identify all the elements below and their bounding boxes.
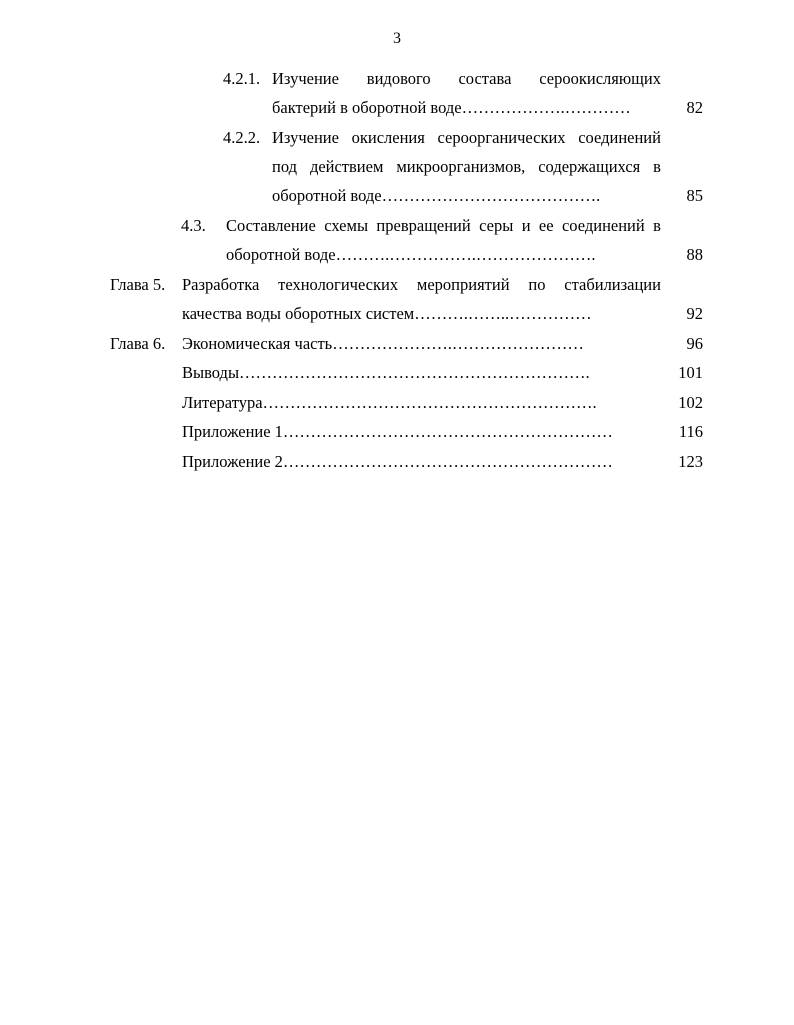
toc-title-line: Приложение 2…………………………………………………… [182, 452, 613, 471]
toc-title-line: Приложение 1…………………………………………………… [182, 422, 613, 441]
toc-page-number: 82 [686, 98, 703, 117]
toc-word: сероокисляющих [539, 69, 661, 88]
toc-word: Составление [226, 216, 316, 235]
toc-page-number: 96 [686, 334, 703, 353]
toc-word: под [272, 157, 297, 176]
toc-word: состава [458, 69, 512, 88]
toc-title-line [226, 216, 661, 236]
toc-word: стабилизации [564, 275, 661, 294]
toc-word: в [653, 216, 661, 235]
toc-number: Глава 5. [110, 275, 166, 294]
toc-number: 4.2.1. [223, 69, 261, 88]
toc-title-line: Экономическая часть………………….…………………… [182, 334, 584, 353]
toc-page-number: 116 [678, 422, 703, 441]
toc-word: окисления [351, 128, 425, 147]
toc-title-line: Литература……………………………………………………. [182, 393, 597, 412]
toc-word: соединений [578, 128, 661, 147]
toc-title-line: качества воды оборотных систем……….……..…………… [182, 304, 592, 323]
toc-number: Глава 6. [110, 334, 166, 353]
toc-word: в [653, 157, 661, 176]
toc-word: Разработка [182, 275, 260, 294]
toc-title-line: бактерий в оборотной воде……………….………… [272, 98, 631, 117]
toc-page-number: 85 [686, 186, 703, 205]
toc-word: содержащихся [538, 157, 641, 176]
toc-word: по [528, 275, 546, 294]
page-number: 3 [393, 30, 401, 47]
toc-page-number: 88 [686, 245, 703, 264]
toc-word: сероорганических [437, 128, 566, 147]
toc-title-line [182, 275, 661, 295]
toc-word: действием [309, 157, 384, 176]
toc-title-line [272, 69, 661, 89]
toc-page-number: 123 [678, 452, 703, 471]
toc-word: схемы [324, 216, 369, 235]
toc-word: серы [479, 216, 514, 235]
toc-page-number: 92 [686, 304, 703, 323]
toc-number: 4.2.2. [223, 128, 261, 147]
toc-word: Изучение [272, 128, 339, 147]
toc-number: 4.3. [181, 216, 206, 235]
toc-title-line: Выводы………………………………………………………. [182, 363, 590, 382]
toc-title-line [272, 128, 661, 148]
toc-title-line [272, 157, 661, 177]
toc-word: Изучение [272, 69, 339, 88]
toc-word: технологических [278, 275, 399, 294]
toc-word: и [521, 216, 531, 235]
toc-page-number: 102 [678, 393, 703, 412]
toc-page-number: 101 [678, 363, 703, 382]
toc-title-line: оборотной воде…………………………………. [272, 186, 601, 205]
toc-word: ее [538, 216, 554, 235]
toc-word: превращений [376, 216, 471, 235]
toc-title-line: оборотной воде……….…………….…………………. [226, 245, 596, 264]
toc-word: микроорганизмов, [396, 157, 526, 176]
toc-word: видового [366, 69, 431, 88]
toc-word: мероприятий [416, 275, 510, 294]
toc-word: соединений [561, 216, 645, 235]
